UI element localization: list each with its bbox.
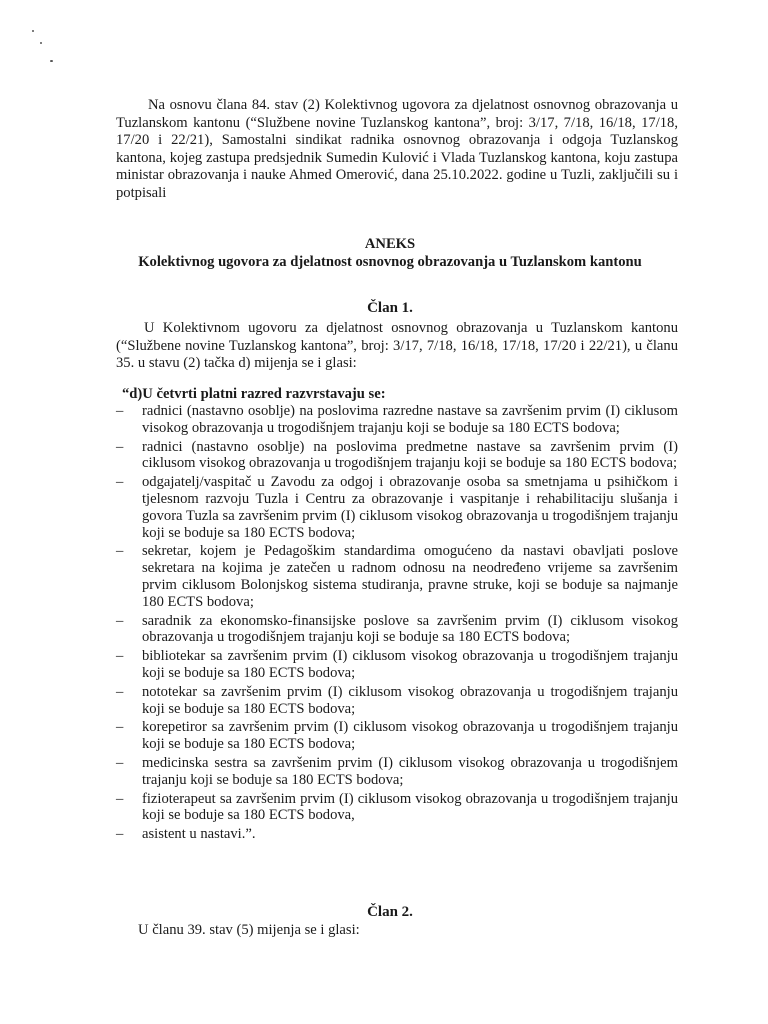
dash-bullet: – <box>116 790 124 807</box>
dash-bullet: – <box>116 648 124 665</box>
list-item: – fizioterapeut sa završenim prvim (I) ciklusom visokog obrazovanja u trogodišnjem trajanju koji se boduje sa 180 ECTS bodova, <box>116 790 678 824</box>
dash-bullet: – <box>116 474 124 491</box>
list-item: – sekretar, kojem je Pedagoškim standardima omogućeno da nastavi obavljati poslove sekretara na kojima je zatečen u radnom odnosu na neodređeno vrijeme sa završenim prvim ciklusom Bolonjskog sistema studiranja, pravne struke, koji se boduje sa najmanje 180 ECTS bodova; <box>116 543 678 610</box>
dash-bullet: – <box>116 683 124 700</box>
list-item: – korepetiror sa završenim prvim (I) ciklusom visokog obrazovanja u trogodišnjem trajanju koji se boduje sa 180 ECTS bodova; <box>116 719 678 753</box>
title-aneks: ANEKS <box>364 236 416 252</box>
dash-bullet: – <box>116 543 124 560</box>
category-list <box>116 403 678 845</box>
scan-speck <box>32 30 34 32</box>
list-item: – medicinska sestra sa završenim prvim (I) ciklusom visokog obrazovanja u trogodišnjem trajanju koji se boduje sa 180 ECTS bodova; <box>116 754 678 788</box>
article-2-heading: Član 2. <box>367 904 413 920</box>
dash-bullet: – <box>116 438 124 455</box>
scan-speck <box>40 42 42 44</box>
dash-bullet: – <box>116 754 124 771</box>
dash-bullet: – <box>116 403 124 419</box>
scan-speck <box>50 60 53 62</box>
dash-bullet: – <box>116 719 124 736</box>
dash-bullet: – <box>116 612 124 629</box>
list-item: – nototekar sa završenim prvim (I) ciklusom visokog obrazovanja u trogodišnjem trajanju koji se boduje sa 180 ECTS bodova; <box>116 683 678 717</box>
article-1-text: U Kolektivnom ugovoru za djelatnost osnovnog obrazovanja u Tuzlanskom kantonu (“Službene novine Tuzlanskog kantona”, broj: 3/17, 7/18, 16/18, 17/18, 17/20 i 22/21), u članu 35. u stavu (2) tačka d) mijenja se i glasi: <box>116 320 678 372</box>
list-item: – odgajatelj/vaspitač u Zavodu za odgoj i obrazovanje osoba sa smetnjama u psihičkom i tjelesnom razvoju Tuzla i Centru za obrazovanje i vaspitanje i rehabilitaciju slušanja i govora Tuzla sa završenim prvim (I) ciklusom visokog obrazovanja u trogodišnjem trajanju koji se boduje sa 180 ECTS bodova; <box>116 474 678 541</box>
dash-bullet: – <box>116 826 124 843</box>
list-item: – bibliotekar sa završenim prvim (I) ciklusom visokog obrazovanja u trogodišnjem trajanju koji se boduje sa 180 ECTS bodova; <box>116 648 678 681</box>
article-1-heading: Član 1. <box>367 300 413 316</box>
intro-paragraph: Na osnovu člana 84. stav (2) Kolektivnog ugovora za djelatnost osnovnog obrazovanja u Tuzlanskom kantonu (“Službene novine Tuzlanskog kantona”, broj: 3/17, 7/18, 16/18, 17/18, 17/20 i 22/21), Samostalni sindikat radnika osnovnog obrazovanja i odgoja Tuzlanskog kantona, kojeg zastupa predsjednik Sumedin Kulović i Vlada Tuzlanskog kantona, koju zastupa ministar obrazovanja i nauke Ahmed Omerović, dana 25.10.2022. godine u Tuzli, zaključili su i potpisali <box>116 97 678 201</box>
article-2-text: U članu 39. stav (5) mijenja se i glasi: <box>138 922 360 938</box>
item-heading: “d)U četvrti platni razred razvrstavaju se: <box>122 386 386 402</box>
list-item: – saradnik za ekonomsko-finansijske poslove sa završenim prvim (I) ciklusom visokog obrazovanja u trogodišnjem trajanju koji se boduje sa 180 ECTS bodova; <box>116 612 678 646</box>
document-title <box>100 235 680 271</box>
list-item: – asistent u nastavi.”. <box>116 826 256 843</box>
list-item: – radnici (nastavno osoblje) na poslovima predmetne nastave sa završenim prvim (I) ciklusom visokog obrazovanja u trogodišnjem trajanju koji se boduje sa 180 ECTS bodova; <box>116 438 678 472</box>
title-subtitle: Kolektivnog ugovora za djelatnost osnovnog obrazovanja u Tuzlanskom kantonu <box>138 254 642 270</box>
list-item: – radnici (nastavno osoblje) na poslovima razredne nastave sa završenim prvim (I) ciklusom visokog obrazovanja u trogodišnjem trajanju koji se boduje sa 180 ECTS bodova; <box>116 403 678 436</box>
